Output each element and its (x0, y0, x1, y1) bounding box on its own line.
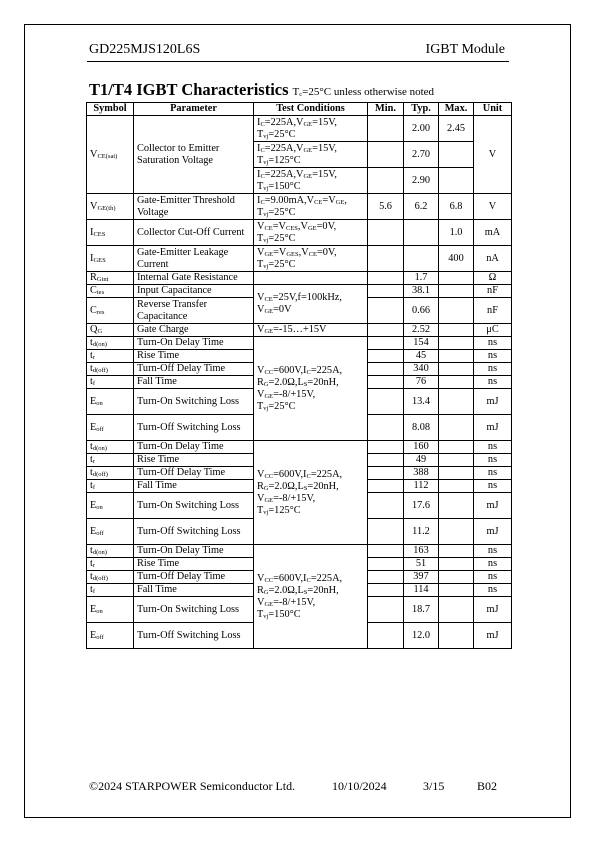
col-max: Max. (439, 103, 474, 116)
symbol-tdoff-125: $t_{d(off)}$ (87, 467, 134, 480)
symbol-ices: $I_{CES}$ (87, 220, 134, 246)
symbol-eon-25: $E_{on}$ (87, 389, 134, 415)
param-tdoff-125: Turn-Off Delay Time (134, 467, 254, 480)
min-eon-125 (368, 493, 404, 519)
unit-qg: μC (474, 324, 512, 337)
unit-cres: nF (474, 298, 512, 324)
param-tf-150: Fall Time (134, 584, 254, 597)
min-tdoff-125 (368, 467, 404, 480)
typ-tdoff-125: 388 (404, 467, 439, 480)
max-eoff-125 (439, 519, 474, 545)
table-row (87, 285, 512, 298)
col-symbol: Symbol (87, 103, 134, 116)
table-header-row (87, 103, 512, 116)
table-row (87, 337, 512, 350)
unit-tdoff-25: ns (474, 363, 512, 376)
typ-ices (404, 220, 439, 246)
typ-tdoff-150: 397 (404, 571, 439, 584)
min-tr-25 (368, 350, 404, 363)
min-tdoff-150 (368, 571, 404, 584)
table-row (87, 246, 512, 272)
symbol-tf-125: $t_f$ (87, 480, 134, 493)
max-vcesat-25: 2.45 (439, 116, 474, 142)
min-qg (368, 324, 404, 337)
param-ices: Collector Cut-Off Current (134, 220, 254, 246)
symbol-tdon-150: $t_{d(on)}$ (87, 545, 134, 558)
cond-switching-25: $V_{CC}=600V,I_C=225A$, $R_G=2.0\Omega,L_S=20nH$, $V_{GE}=-8/+15V$, $T_{vj}=25^\circ C$ (254, 337, 368, 441)
unit-tf-150: ns (474, 584, 512, 597)
min-cres (368, 298, 404, 324)
param-eon-125: Turn-On Switching Loss (134, 493, 254, 519)
table-row (87, 324, 512, 337)
unit-tdon-125: ns (474, 441, 512, 454)
typ-eoff-125: 11.2 (404, 519, 439, 545)
param-cres: Reverse Transfer Capacitance (134, 298, 254, 324)
min-tdon-125 (368, 441, 404, 454)
footer-revision: B02 (477, 779, 498, 793)
min-eoff-150 (368, 623, 404, 649)
typ-tdon-150: 163 (404, 545, 439, 558)
unit-eon-25: mJ (474, 389, 512, 415)
col-test-conditions: Test Conditions (254, 103, 368, 116)
min-iges (368, 246, 404, 272)
typ-eoff-150: 12.0 (404, 623, 439, 649)
param-eoff-125: Turn-Off Switching Loss (134, 519, 254, 545)
document-type: IGBT Module (425, 42, 505, 57)
param-tf-125: Fall Time (134, 480, 254, 493)
cond-iges: $V_{GE}=V_{GES},V_{CE}=0V$, $T_{vj}=25^\circ C$ (254, 246, 368, 272)
max-eoff-150 (439, 623, 474, 649)
cond-ices: $V_{CE}=V_{CES},V_{GE}=0V$, $T_{vj}=25^\circ C$ (254, 220, 368, 246)
param-tr-150: Rise Time (134, 558, 254, 571)
symbol-rgint: $R_{Gint}$ (87, 272, 134, 285)
max-ices: 1.0 (439, 220, 474, 246)
table-row (87, 220, 512, 246)
min-cies (368, 285, 404, 298)
unit-tr-25: ns (474, 350, 512, 363)
max-tdoff-25 (439, 363, 474, 376)
param-tdoff-150: Turn-Off Delay Time (134, 571, 254, 584)
param-tdon-25: Turn-On Delay Time (134, 337, 254, 350)
footer-date: 10/10/2024 (332, 779, 387, 793)
unit-tdon-150: ns (474, 545, 512, 558)
footer-copyright: ©2024 STARPOWER Semiconductor Ltd. (89, 779, 296, 793)
symbol-vgeth: $V_{GE(th)}$ (87, 194, 134, 220)
col-unit: Unit (474, 103, 512, 116)
cond-switching-125: $V_{CC}=600V,I_C=225A$, $R_G=2.0\Omega,L_S=20nH$, $V_{GE}=-8/+15V$, $T_{vj}=125^\circ C$ (254, 441, 368, 545)
max-iges: 400 (439, 246, 474, 272)
param-tdoff-25: Turn-Off Delay Time (134, 363, 254, 376)
min-vcesat-150 (368, 168, 404, 194)
max-qg (439, 324, 474, 337)
igbt-characteristics-table (86, 102, 512, 649)
max-tdon-25 (439, 337, 474, 350)
max-eon-150 (439, 597, 474, 623)
min-tdon-150 (368, 545, 404, 558)
cond-capacitance: $V_{CE}=25V,f=100kHz$, $V_{GE}=0V$ (254, 285, 368, 324)
cond-switching-150: $V_{CC}=600V,I_C=225A$, $R_G=2.0\Omega,L_S=20nH$, $V_{GE}=-8/+15V$, $T_{vj}=150^\circ C$ (254, 545, 368, 649)
max-tdoff-125 (439, 467, 474, 480)
min-vcesat-125 (368, 142, 404, 168)
symbol-tf-25: $t_f$ (87, 376, 134, 389)
table-row (87, 272, 512, 285)
typ-tf-25: 76 (404, 376, 439, 389)
table-row (87, 545, 512, 558)
typ-cies: 38.1 (404, 285, 439, 298)
param-tdon-125: Turn-On Delay Time (134, 441, 254, 454)
max-tdoff-150 (439, 571, 474, 584)
max-cres (439, 298, 474, 324)
symbol-tr-150: $t_r$ (87, 558, 134, 571)
section-heading (89, 80, 434, 100)
unit-iges: nA (474, 246, 512, 272)
typ-vgeth: 6.2 (404, 194, 439, 220)
typ-eoff-25: 8.08 (404, 415, 439, 441)
cond-vcesat-25: $I_C=225A,V_{GE}=15V$, $T_{vj}=25^\circ C$ (254, 116, 368, 142)
col-parameter: Parameter (134, 103, 254, 116)
symbol-tdon-125: $t_{d(on)}$ (87, 441, 134, 454)
symbol-tdoff-25: $t_{d(off)}$ (87, 363, 134, 376)
min-eoff-25 (368, 415, 404, 441)
max-vgeth: 6.8 (439, 194, 474, 220)
typ-tdoff-25: 340 (404, 363, 439, 376)
table-row (87, 441, 512, 454)
cond-qg: $V_{GE}=-15\dots+15V$ (254, 324, 368, 337)
param-vgeth: Gate-Emitter Threshold Voltage (134, 194, 254, 220)
symbol-eoff-25: $E_{off}$ (87, 415, 134, 441)
unit-tdoff-125: ns (474, 467, 512, 480)
param-eon-25: Turn-On Switching Loss (134, 389, 254, 415)
unit-eon-150: mJ (474, 597, 512, 623)
typ-tdon-25: 154 (404, 337, 439, 350)
typ-tf-125: 112 (404, 480, 439, 493)
header-rule (87, 61, 509, 62)
max-eon-25 (439, 389, 474, 415)
max-rgint (439, 272, 474, 285)
symbol-eon-150: $E_{on}$ (87, 597, 134, 623)
param-eoff-150: Turn-Off Switching Loss (134, 623, 254, 649)
max-tf-125 (439, 480, 474, 493)
min-tf-125 (368, 480, 404, 493)
table-row (87, 116, 512, 142)
typ-tf-150: 114 (404, 584, 439, 597)
max-tr-150 (439, 558, 474, 571)
symbol-eoff-150: $E_{off}$ (87, 623, 134, 649)
max-vcesat-150 (439, 168, 474, 194)
switching-section (87, 337, 512, 649)
symbol-tf-150: $t_f$ (87, 584, 134, 597)
min-vcesat-25 (368, 116, 404, 142)
min-tdoff-25 (368, 363, 404, 376)
param-cies: Input Capacitance (134, 285, 254, 298)
max-vcesat-125 (439, 142, 474, 168)
param-iges: Gate-Emitter Leakage Current (134, 246, 254, 272)
max-tr-25 (439, 350, 474, 363)
min-eon-25 (368, 389, 404, 415)
part-number: GD225MJS120L6S (89, 42, 201, 57)
typ-eon-125: 17.6 (404, 493, 439, 519)
unit-vcesat: V (474, 116, 512, 194)
condition-note: $T_c=25^\circ C$ unless otherwise noted (292, 86, 435, 98)
param-vcesat: Collector to Emitter Saturation Voltage (134, 116, 254, 194)
unit-tdoff-150: ns (474, 571, 512, 584)
unit-eon-125: mJ (474, 493, 512, 519)
symbol-cres: $C_{res}$ (87, 298, 134, 324)
max-eon-125 (439, 493, 474, 519)
max-tdon-125 (439, 441, 474, 454)
unit-cies: nF (474, 285, 512, 298)
cond-vcesat-125: $I_C=225A,V_{GE}=15V$, $T_{vj}=125^\circ C$ (254, 142, 368, 168)
typ-cres: 0.66 (404, 298, 439, 324)
param-tdon-150: Turn-On Delay Time (134, 545, 254, 558)
footer-page: 3/15 (423, 779, 445, 793)
unit-ices: mA (474, 220, 512, 246)
typ-tr-25: 45 (404, 350, 439, 363)
symbol-tr-125: $t_r$ (87, 454, 134, 467)
max-tf-150 (439, 584, 474, 597)
unit-tf-125: ns (474, 480, 512, 493)
table-row (87, 194, 512, 220)
symbol-iges: $I_{GES}$ (87, 246, 134, 272)
min-eon-150 (368, 597, 404, 623)
typ-qg: 2.52 (404, 324, 439, 337)
typ-iges (404, 246, 439, 272)
min-tf-25 (368, 376, 404, 389)
symbol-tr-25: $t_r$ (87, 350, 134, 363)
min-rgint (368, 272, 404, 285)
typ-eon-25: 13.4 (404, 389, 439, 415)
cond-rgint (254, 272, 368, 285)
unit-rgint: Ω (474, 272, 512, 285)
symbol-eoff-125: $E_{off}$ (87, 519, 134, 545)
symbol-qg: $Q_G$ (87, 324, 134, 337)
min-eoff-125 (368, 519, 404, 545)
param-qg: Gate Charge (134, 324, 254, 337)
param-rgint: Internal Gate Resistance (134, 272, 254, 285)
symbol-cies: $C_{ies}$ (87, 285, 134, 298)
cond-vcesat-150: $I_C=225A,V_{GE}=15V$, $T_{vj}=150^\circ C$ (254, 168, 368, 194)
unit-tdon-25: ns (474, 337, 512, 350)
section-title: T1/T4 IGBT Characteristics (89, 80, 289, 99)
symbol-eon-125: $E_{on}$ (87, 493, 134, 519)
col-min: Min. (368, 103, 404, 116)
typ-vcesat-25: 2.00 (404, 116, 439, 142)
param-tf-25: Fall Time (134, 376, 254, 389)
min-tf-150 (368, 584, 404, 597)
param-tr-125: Rise Time (134, 454, 254, 467)
max-tdon-150 (439, 545, 474, 558)
symbol-vcesat: $V_{CE(sat)}$ (87, 116, 134, 194)
max-eoff-25 (439, 415, 474, 441)
symbol-tdon-25: $t_{d(on)}$ (87, 337, 134, 350)
max-tf-25 (439, 376, 474, 389)
min-tr-150 (368, 558, 404, 571)
typ-vcesat-150: 2.90 (404, 168, 439, 194)
typ-rgint: 1.7 (404, 272, 439, 285)
col-typ: Typ. (404, 103, 439, 116)
min-vgeth: 5.6 (368, 194, 404, 220)
symbol-tdoff-150: $t_{d(off)}$ (87, 571, 134, 584)
param-tr-25: Rise Time (134, 350, 254, 363)
unit-vgeth: V (474, 194, 512, 220)
typ-tdon-125: 160 (404, 441, 439, 454)
unit-tr-150: ns (474, 558, 512, 571)
typ-eon-150: 18.7 (404, 597, 439, 623)
unit-tf-25: ns (474, 376, 512, 389)
max-cies (439, 285, 474, 298)
unit-eoff-150: mJ (474, 623, 512, 649)
typ-tr-150: 51 (404, 558, 439, 571)
min-ices (368, 220, 404, 246)
param-eoff-25: Turn-Off Switching Loss (134, 415, 254, 441)
unit-eoff-25: mJ (474, 415, 512, 441)
param-eon-150: Turn-On Switching Loss (134, 597, 254, 623)
typ-tr-125: 49 (404, 454, 439, 467)
max-tr-125 (439, 454, 474, 467)
cond-vgeth: $I_C=9.00mA,V_{CE}=V_{GE}$, $T_{vj}=25^\circ C$ (254, 194, 368, 220)
unit-eoff-125: mJ (474, 519, 512, 545)
min-tdon-25 (368, 337, 404, 350)
unit-tr-125: ns (474, 454, 512, 467)
typ-vcesat-125: 2.70 (404, 142, 439, 168)
min-tr-125 (368, 454, 404, 467)
